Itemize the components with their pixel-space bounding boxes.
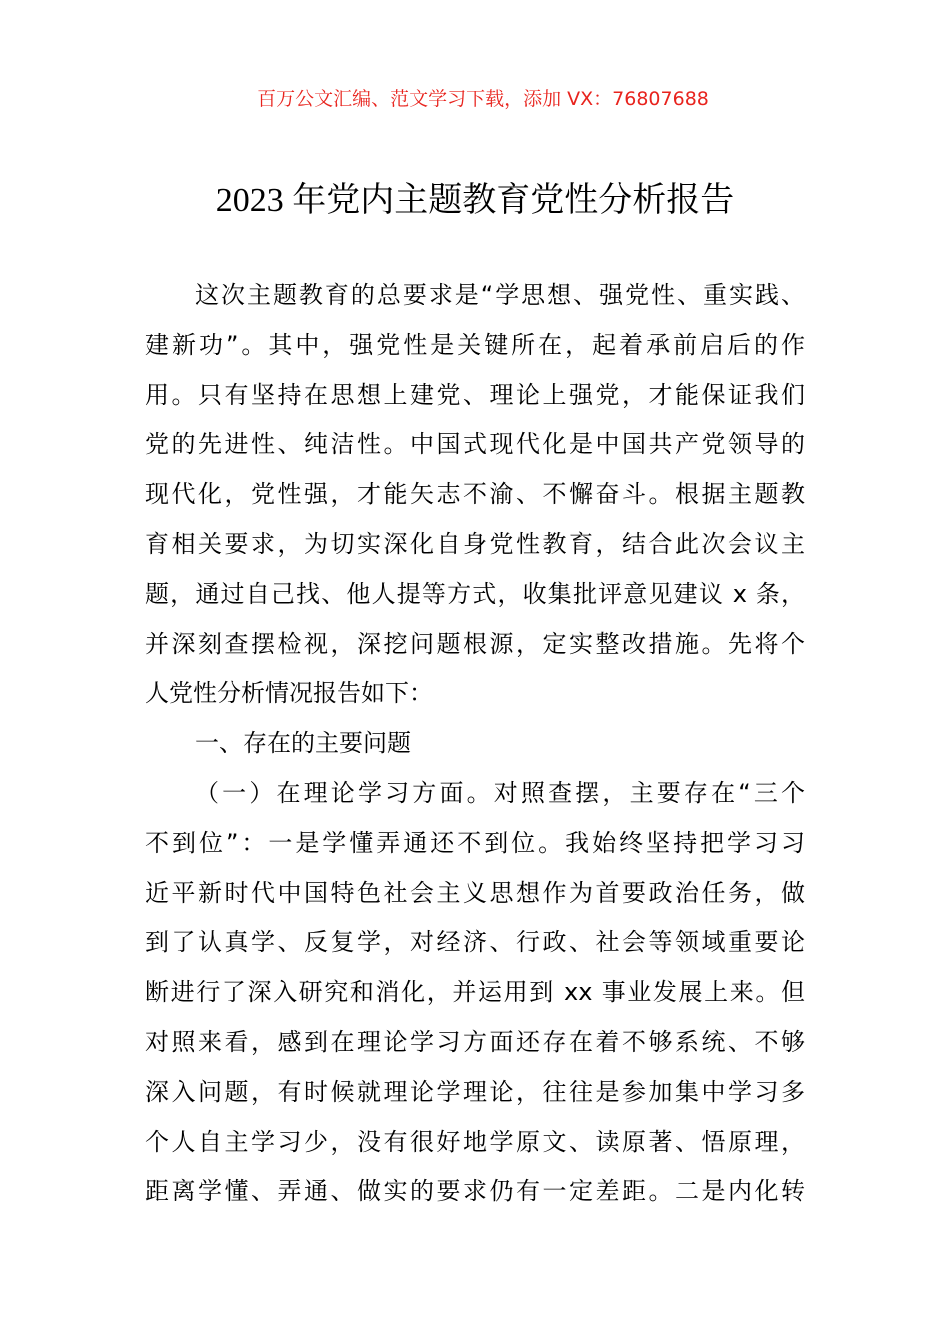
- text-line: 育相关要求，为切实深化自身党性教育，结合此次会议主: [145, 529, 805, 558]
- text-line: 人党性分析情况报告如下：: [145, 679, 433, 708]
- text-line: 到了认真学、反复学，对经济、行政、社会等领域重要论: [145, 928, 805, 957]
- text-line: 党的先进性、纯洁性。中国式现代化是中国共产党领导的: [145, 430, 805, 459]
- text-line: 断进行了深入研究和消化，并运用到 xx 事业发展上来。但: [145, 978, 805, 1007]
- text-line: 个人自主学习少，没有很好地学原文、读原著、悟原理，: [145, 1127, 805, 1156]
- text-line: 近平新时代中国特色社会主义思想作为首要政治任务，做: [145, 878, 805, 907]
- text-line: 建新功”。其中，强党性是关键所在，起着承前启后的作: [145, 330, 805, 359]
- document-title: 2023 年党内主题教育党性分析报告: [215, 182, 735, 219]
- text-line: 并深刻查摆检视，深挖问题根源，定实整改措施。先将个: [145, 629, 805, 658]
- text-line: 不到位”：一是学懂弄通还不到位。我始终坚持把学习习: [145, 828, 805, 857]
- text-line: 用。只有坚持在思想上建党、理论上强党，才能保证我们: [145, 380, 805, 409]
- text-line: 对照来看，感到在理论学习方面还存在着不够系统、不够: [145, 1027, 805, 1056]
- text-line: 距离学懂、弄通、做实的要求仍有一定差距。二是内化转: [145, 1177, 805, 1206]
- text-line: 题，通过自己找、他人提等方式，收集批评意见建议 x 条，: [145, 579, 805, 608]
- document-body: [145, 271, 805, 1217]
- watermark-banner: 百万公文汇编、范文学习下载，添加 VX：76807688: [257, 88, 709, 110]
- section-heading: 一、存在的主要问题: [195, 729, 411, 758]
- text-line: 深入问题，有时候就理论学理论，往往是参加集中学习多: [145, 1077, 805, 1106]
- text-line: （一）在理论学习方面。对照查摆，主要存在“三个: [195, 778, 805, 807]
- text-line: 这次主题教育的总要求是“学思想、强党性、重实践、: [195, 281, 805, 309]
- text-line: 现代化，党性强，才能矢志不渝、不懈奋斗。根据主题教: [145, 480, 805, 509]
